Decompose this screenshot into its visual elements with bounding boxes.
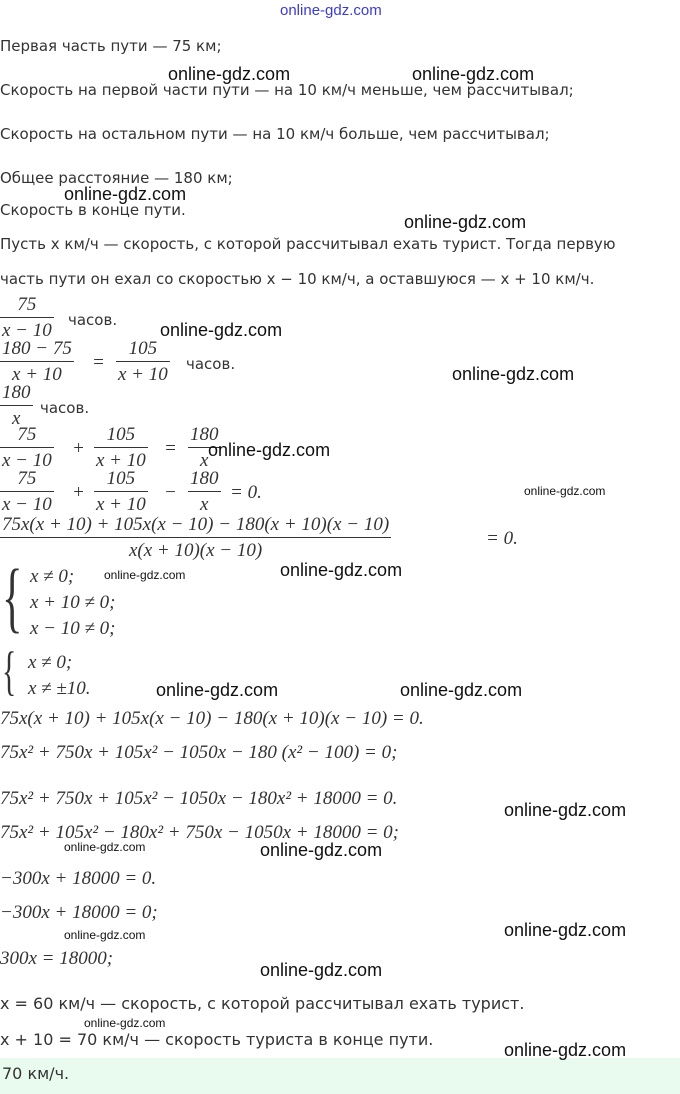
watermark: online-gdz.com [260, 960, 383, 980]
watermark: online-gdz.com [64, 184, 187, 204]
watermark: online-gdz.com [452, 364, 575, 384]
result-end-speed: x + 10 = 70 км/ч — скорость туриста в конце пути. [0, 1030, 434, 1049]
system-brace: { [2, 641, 17, 701]
result-planned-speed: x = 60 км/ч — скорость, с которой рассчитывал ехать турист. [0, 994, 525, 1013]
watermark: online-gdz.com [208, 440, 331, 460]
system-brace: { [2, 553, 23, 640]
watermark: online-gdz.com [64, 840, 146, 854]
system1-line-1: x ≠ 0; [30, 566, 75, 587]
equals-zero: = 0. [230, 482, 262, 503]
watermark: online-gdz.com [64, 928, 146, 942]
watermark: online-gdz.com [504, 1040, 627, 1060]
fraction-75-over-x-minus-10: 75 x − 10 [2, 424, 52, 471]
plus-sign: + [72, 482, 85, 503]
equation-step-4: 75x² + 105x² − 180x² + 750x − 1050x + 18000 = 0; [0, 822, 400, 843]
system1-line-3: x − 10 ≠ 0; [30, 618, 116, 639]
watermark: online-gdz.com [84, 1016, 166, 1030]
watermark: online-gdz.com [104, 568, 186, 582]
equals-sign: = [92, 352, 105, 373]
watermark: online-gdz.com [156, 680, 279, 700]
fraction-180-minus-75: 180 − 75 x + 10 [2, 338, 72, 385]
fraction-105-over-x-plus-10: 105 x + 10 [96, 468, 146, 515]
equation-step-7: 300x = 18000; [0, 948, 114, 969]
given-line-1: Первая часть пути — 75 км; [0, 37, 222, 55]
watermark: online-gdz.com [260, 840, 383, 860]
watermark: online-gdz.com [504, 920, 627, 940]
hours-label: часов. [186, 355, 236, 373]
hours-label: часов. [40, 399, 90, 417]
combined-fraction: 75x(x + 10) + 105x(x − 10) − 180(x + 10)(x − 10) x(x + 10)(x − 10) [2, 514, 390, 561]
solution-line-2: часть пути он ехал со скоростью x − 10 км/ч, а оставшуюся — x + 10 км/ч. [0, 270, 595, 288]
equation-expanded: 75x(x + 10) + 105x(x − 10) − 180(x + 10)(x − 10) = 0. [0, 708, 424, 729]
answer-text: 70 км/ч. [2, 1064, 70, 1083]
watermark: online-gdz.com [160, 320, 283, 340]
equals-sign: = [164, 438, 177, 459]
system2-line-1: x ≠ 0; [28, 652, 73, 673]
watermark: online-gdz.com [412, 64, 535, 84]
watermark: online-gdz.com [280, 560, 403, 580]
plus-sign: + [72, 438, 85, 459]
equals-zero: = 0. [486, 528, 518, 549]
fraction-180-over-x: 180 x [190, 468, 219, 515]
solution-line-1: Пусть x км/ч — скорость, с которой рассчитывал ехать турист. Тогда первую [0, 235, 616, 253]
watermark: online-gdz.com [524, 484, 606, 498]
system2-line-2: x ≠ ±10. [28, 678, 91, 699]
answer-box [0, 1058, 680, 1094]
system1-line-2: x + 10 ≠ 0; [30, 592, 116, 613]
given-line-3: Скорость на остальном пути — на 10 км/ч больше, чем рассчитывал; [0, 125, 550, 143]
fraction-75-over-x-minus-10: 75 x − 10 [2, 468, 52, 515]
equation-step-6: −300x + 18000 = 0; [0, 902, 158, 923]
fraction-180-over-x: 180 x [190, 424, 219, 471]
equation-step-3: 75x² + 750x + 105x² − 1050x − 180x² + 18000 = 0. [0, 788, 398, 809]
fraction-105-over-x-plus-10: 105 x + 10 [96, 424, 146, 471]
top-watermark: online-gdz.com [280, 2, 382, 19]
hours-label: часов. [68, 311, 118, 329]
equation-step-2: 75x² + 750x + 105x² − 1050x − 180 (x² − 100) = 0; [0, 742, 398, 763]
fraction-180-over-x: 180 x [2, 382, 31, 429]
given-line-2: Скорость на первой части пути — на 10 км/ч меньше, чем рассчитывал; [0, 81, 574, 99]
watermark: online-gdz.com [404, 212, 527, 232]
watermark: online-gdz.com [504, 800, 627, 820]
given-line-4: Общее расстояние — 180 км; [0, 169, 233, 187]
watermark: online-gdz.com [400, 680, 523, 700]
minus-sign: − [164, 482, 177, 503]
fraction-105-over-x-plus-10: 105 x + 10 [118, 338, 168, 385]
given-line-5: Скорость в конце пути. [0, 201, 186, 219]
equation-step-5: −300x + 18000 = 0. [0, 868, 157, 889]
fraction-75-over-x-minus-10: 75 x − 10 [2, 294, 52, 341]
watermark: online-gdz.com [168, 64, 291, 84]
